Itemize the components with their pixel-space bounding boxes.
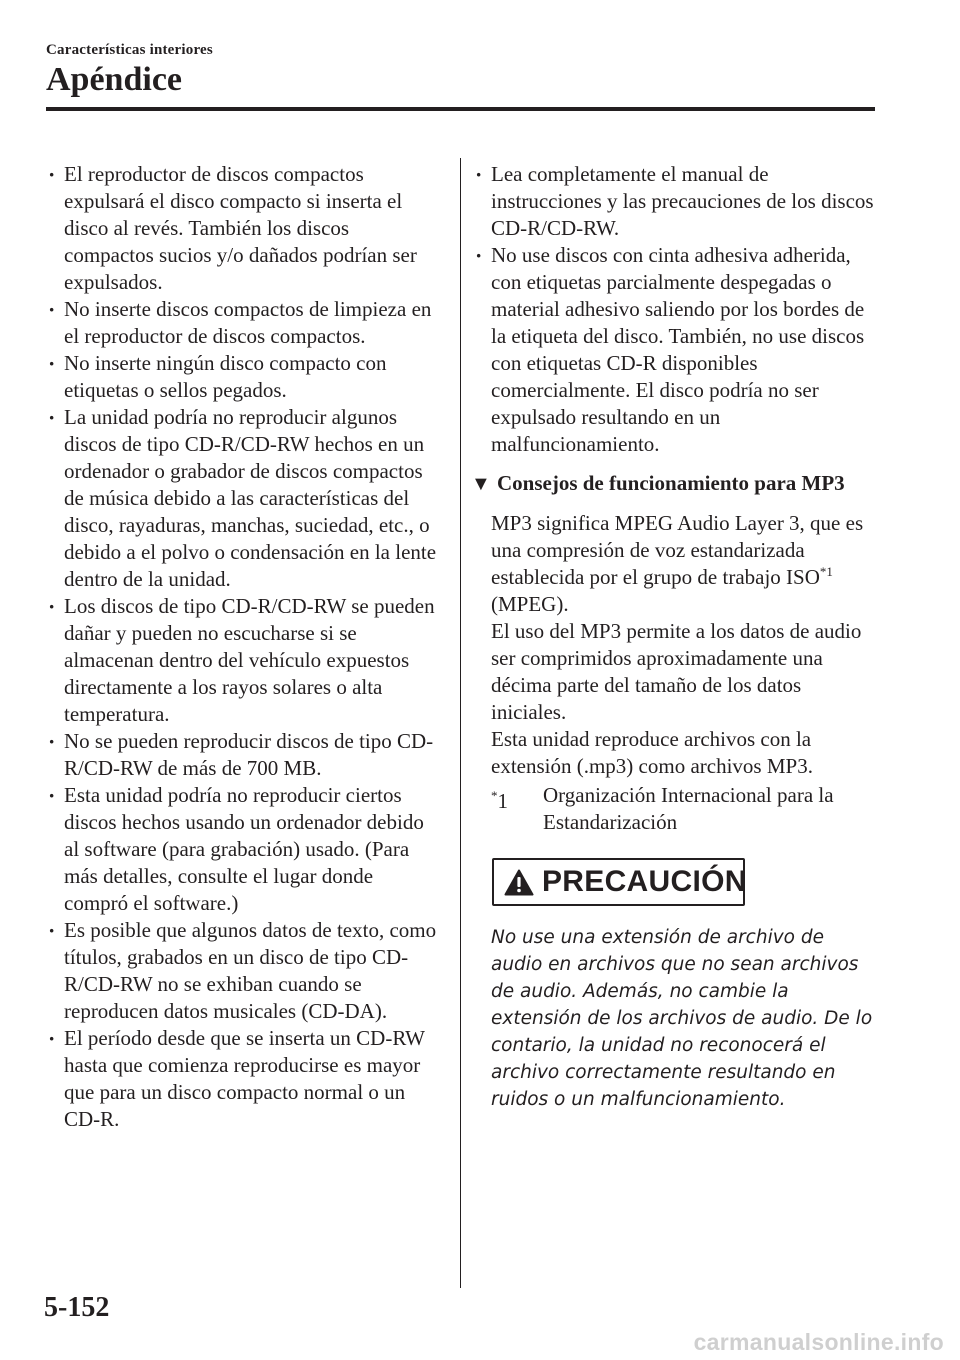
footnote (491, 782, 881, 836)
subheading-text: Consejos de funcionamiento para MP3 (497, 471, 845, 495)
list-item: · Esta unidad podría no reproducir ciertos discos hechos usando un ordenador debido al software (para grabación) usado. (Para más detalles, consulte el lugar donde compró el software.) (44, 782, 440, 917)
triangle-down-icon: ▼ (471, 473, 491, 495)
page-title: Apéndice (46, 61, 182, 98)
list-item: · La unidad podría no reproducir algunos discos de tipo CD-R/CD-RW hechos en un ordenador o grabador de discos compactos de música debido a las características del disco, rayaduras, manchas, suciedad, etc., o debido a el polvo o condensación en la lente dentro de la unidad. (44, 404, 440, 593)
right-bullet-list (471, 161, 881, 458)
list-item: · No inserte discos compactos de limpieza en el reproductor de discos compactos. (44, 296, 440, 350)
page-number: 5-152 (44, 1292, 110, 1323)
footnote-number: 1 (497, 789, 508, 813)
footnote-reference: *1 (819, 564, 833, 579)
caution-title: PRECAUCIÓN (542, 865, 747, 898)
section-label: Características interiores (46, 42, 213, 58)
warning-icon (504, 869, 534, 896)
list-item: · El período desde que se inserta un CD-RW hasta que comienza reproducirse es mayor que para un disco compacto normal o un CD-R. (44, 1025, 440, 1133)
caution-box (492, 858, 745, 906)
column-divider (460, 158, 461, 1288)
list-item: · Es posible que algunos datos de texto, como títulos, grabados en un disco de tipo CD-R/CD-RW no se exhiban cuando se reproducen datos musicales (CD-DA). (44, 917, 440, 1025)
list-item: · No se pueden reproducir discos de tipo CD-R/CD-RW de más de 700 MB. (44, 728, 440, 782)
mp3-paragraph-definition (471, 510, 881, 618)
watermark: carmanualsonline.info (693, 1329, 944, 1355)
footnote-star: * (491, 788, 498, 803)
list-item: · Lea completamente el manual de instrucciones y las precauciones de los discos CD-R/CD-RW. (471, 161, 881, 242)
caution-text: No use una extensión de archivo de audio en archivos que no sean archivos de audio. Además, no cambie la extensión de los archivos de audio. De lo contario, la unidad no reconocerá el archivo correctamente resultando en ruidos o un malfuncionamiento. (491, 927, 873, 1110)
right-column (471, 161, 881, 1113)
left-column (44, 161, 440, 1133)
list-item: · Los discos de tipo CD-R/CD-RW se pueden dañar y pueden no escucharse si se almacenan dentro del vehículo expuestos directamente a los rayos solares o alta temperatura. (44, 593, 440, 728)
mp3-paragraph-compression: El uso del MP3 permite a los datos de audio ser comprimidos aproximadamente una décima parte del tamaño de los datos iniciales. (491, 619, 862, 724)
header-rule (46, 107, 875, 111)
mp3-paragraph-extension: Esta unidad reproduce archivos con la extensión (.mp3) como archivos MP3. (491, 727, 813, 778)
list-item: · No inserte ningún disco compacto con etiquetas o sellos pegados. (44, 350, 440, 404)
footnote-marker (491, 782, 508, 815)
mp3-subheading (471, 470, 881, 496)
list-item: · No use discos con cinta adhesiva adherida, con etiquetas parcialmente despegadas o material adhesivo saliendo por los bordes de la etiqueta del disco. También, no use discos con etiquetas CD-R disponibles comercialmente. El disco podría no ser expulsado resultando en un malfuncionamiento. (471, 242, 881, 458)
list-item: · El reproductor de discos compactos expulsará el disco compacto si inserta el disco al revés. También los discos compactos sucios y/o dañados podrían ser expulsados. (44, 161, 440, 296)
paragraph-text: MP3 significa MPEG Audio Layer 3, que es una compresión de voz estandarizada establecida por el grupo de trabajo ISO (491, 511, 864, 589)
footnote-text: Organización Internacional para la Estandarización (543, 783, 834, 834)
paragraph-text-tail: (MPEG). (491, 592, 569, 616)
left-bullet-list (44, 161, 440, 1133)
